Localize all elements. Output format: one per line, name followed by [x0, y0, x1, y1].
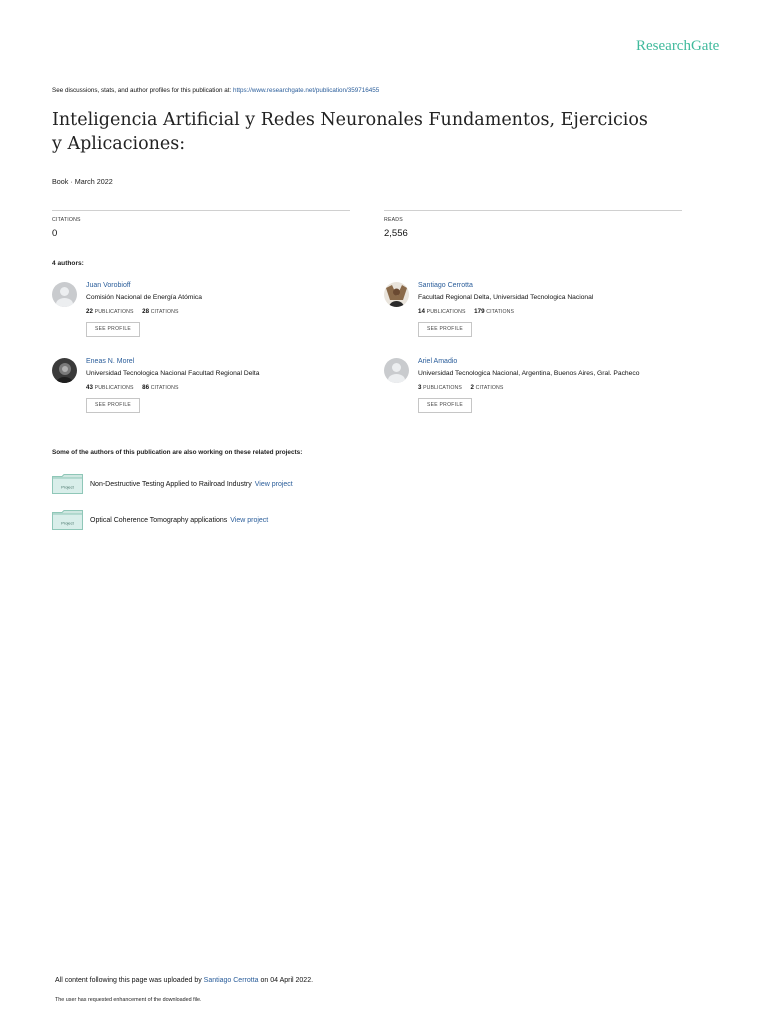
reads-divider [384, 210, 682, 211]
author-stats [86, 308, 179, 315]
see-profile-button[interactable]: SEE PROFILE [418, 398, 472, 413]
see-profile-button[interactable]: SEE PROFILE [418, 322, 472, 337]
project-folder-icon [52, 510, 83, 530]
researchgate-logo[interactable]: ResearchGate [636, 38, 720, 54]
publications-label: PUBLICATIONS [426, 309, 466, 315]
see-discussions-line [52, 87, 379, 94]
citations-label: CITATIONS [486, 309, 515, 315]
author-name-link[interactable]: Juan Vorobioff [86, 282, 131, 289]
project-folder-label: Project [61, 520, 74, 526]
publication-title: Inteligencia Artificial y Redes Neuronales Fundamentos, Ejercicios y Aplicaciones: [52, 110, 648, 154]
reads-label: READS [384, 217, 403, 223]
person-photo-icon [52, 358, 77, 383]
project-folder-icon [52, 474, 83, 494]
author-publications-count: 14 [418, 308, 426, 315]
author-affiliation: Comisión Nacional de Energía Atómica [86, 294, 202, 301]
authors-heading: 4 authors: [52, 260, 84, 267]
citations-label: CITATIONS [475, 385, 504, 391]
placeholder-avatar-icon[interactable] [384, 358, 409, 383]
citations-value: 0 [52, 228, 58, 239]
project-title [90, 517, 268, 524]
reads-value: 2,556 [384, 228, 408, 239]
author-name-link[interactable]: Eneas N. Morel [86, 358, 135, 365]
author-affiliation: Facultad Regional Delta, Universidad Tecnologica Nacional [418, 294, 594, 301]
upload-prefix: All content following this page was uploaded by [55, 977, 202, 984]
placeholder-avatar-icon[interactable] [52, 282, 77, 307]
person-photo-icon [384, 282, 409, 307]
author-publications-count: 22 [86, 308, 94, 315]
author-citations-count: 2 [470, 384, 475, 391]
publication-type-date: Book · March 2022 [52, 177, 113, 186]
related-projects-heading: Some of the authors of this publication are also working on these related projects: [52, 449, 303, 456]
author-publications-count: 3 [418, 384, 422, 391]
related-project-item [52, 510, 452, 532]
author-affiliation: Universidad Tecnologica Nacional, Argentina, Buenos Aires, Gral. Pacheco [418, 370, 640, 377]
citations-label: CITATIONS [150, 385, 179, 391]
citations-label: CITATIONS [52, 217, 81, 223]
author-citations-count: 28 [142, 308, 150, 315]
author-publications-count: 43 [86, 384, 94, 391]
see-profile-button[interactable]: SEE PROFILE [86, 398, 140, 413]
author-card [384, 358, 704, 428]
publications-label: PUBLICATIONS [423, 385, 462, 391]
author-photo-avatar[interactable] [384, 282, 409, 307]
citations-divider [52, 210, 350, 211]
related-project-item [52, 474, 452, 496]
author-stats [86, 384, 179, 391]
project-folder-label: Project [61, 484, 74, 490]
see-profile-button[interactable]: SEE PROFILE [86, 322, 140, 337]
view-project-link[interactable]: View project [254, 481, 293, 488]
author-citations-count: 86 [142, 384, 150, 391]
author-card [52, 358, 372, 428]
project-title [90, 481, 293, 488]
author-card [384, 282, 704, 352]
project-title-text: Non-Destructive Testing Applied to Railroad Industry [90, 481, 252, 488]
author-name-link[interactable]: Santiago Cerrotta [418, 282, 473, 289]
citations-label: CITATIONS [150, 309, 179, 315]
author-photo-avatar[interactable] [52, 358, 77, 383]
author-stats [418, 384, 503, 391]
publication-url-link[interactable]: https://www.researchgate.net/publication/359716455 [232, 87, 380, 94]
author-card [52, 282, 372, 352]
enhancement-note: The user has requested enhancement of the downloaded file. [55, 997, 202, 1003]
upload-suffix: on 04 April 2022. [260, 977, 314, 984]
publications-label: PUBLICATIONS [94, 385, 134, 391]
author-citations-count: 179 [474, 308, 485, 315]
author-affiliation: Universidad Tecnologica Nacional Facultad Regional Delta [86, 370, 260, 377]
publications-label: PUBLICATIONS [94, 309, 134, 315]
upload-notice [55, 977, 313, 984]
project-title-text: Optical Coherence Tomography applications [90, 517, 228, 524]
uploader-link[interactable]: Santiago Cerrotta [203, 977, 259, 984]
view-project-link[interactable]: View project [230, 517, 269, 524]
author-stats [418, 308, 514, 315]
author-name-link[interactable]: Ariel Amadio [418, 358, 458, 365]
see-discussions-text: See discussions, stats, and author profiles for this publication at: [52, 87, 232, 94]
